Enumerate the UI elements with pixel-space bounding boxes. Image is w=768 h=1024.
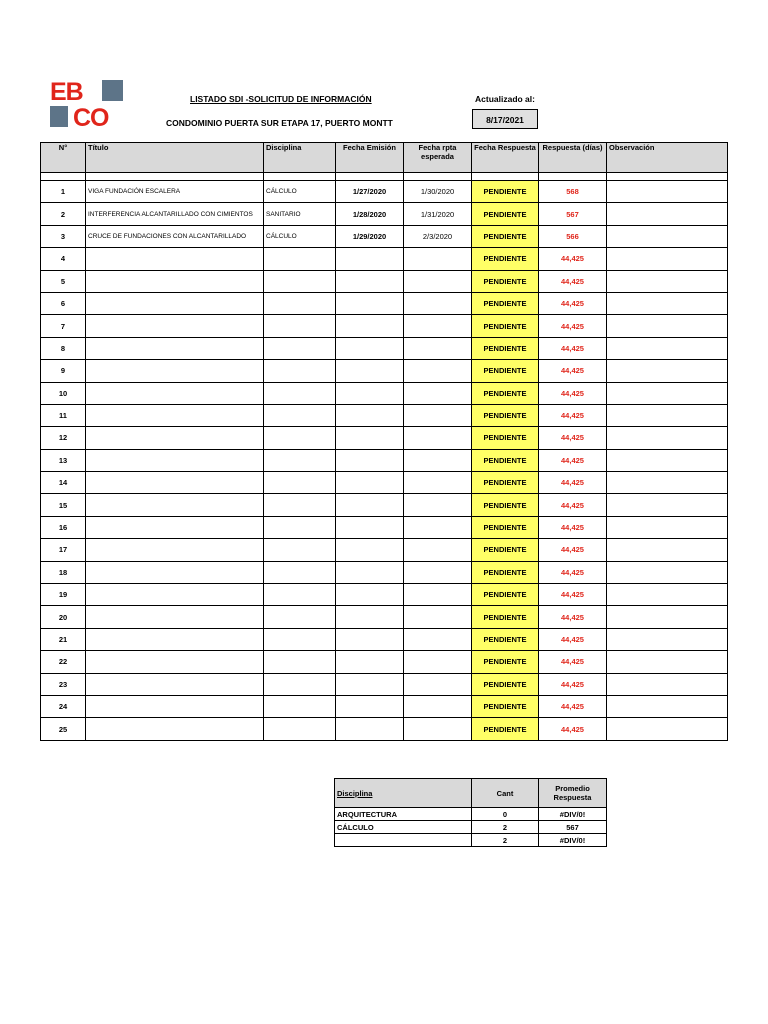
row-expected-date bbox=[404, 628, 472, 650]
row-discipline bbox=[264, 695, 336, 717]
row-title bbox=[86, 494, 264, 516]
row-status: PENDIENTE bbox=[472, 494, 539, 516]
row-discipline bbox=[264, 673, 336, 695]
row-title bbox=[86, 292, 264, 314]
row-observation bbox=[607, 225, 728, 247]
row-discipline bbox=[264, 539, 336, 561]
row-number: 8 bbox=[41, 337, 86, 359]
row-expected-date bbox=[404, 539, 472, 561]
row-issue-date bbox=[336, 472, 404, 494]
row-observation bbox=[607, 651, 728, 673]
row-title bbox=[86, 472, 264, 494]
row-issue-date bbox=[336, 270, 404, 292]
row-status: PENDIENTE bbox=[472, 203, 539, 225]
row-status: PENDIENTE bbox=[472, 673, 539, 695]
table-row bbox=[41, 427, 728, 449]
row-number: 14 bbox=[41, 472, 86, 494]
table-row bbox=[41, 539, 728, 561]
logo-square-bottom-left bbox=[50, 106, 68, 127]
summary-count: 2 bbox=[472, 834, 539, 847]
row-status: PENDIENTE bbox=[472, 181, 539, 203]
row-response-days: 44,425 bbox=[539, 651, 607, 673]
row-discipline bbox=[264, 292, 336, 314]
row-title bbox=[86, 695, 264, 717]
row-expected-date bbox=[404, 337, 472, 359]
row-response-days: 44,425 bbox=[539, 673, 607, 695]
row-observation bbox=[607, 404, 728, 426]
row-issue-date: 1/27/2020 bbox=[336, 181, 404, 203]
row-response-days: 44,425 bbox=[539, 472, 607, 494]
row-discipline bbox=[264, 561, 336, 583]
row-status: PENDIENTE bbox=[472, 584, 539, 606]
logo-letters-eb: EB bbox=[50, 78, 83, 106]
row-number: 17 bbox=[41, 539, 86, 561]
row-discipline bbox=[264, 248, 336, 270]
row-number: 3 bbox=[41, 225, 86, 247]
row-title bbox=[86, 539, 264, 561]
row-title bbox=[86, 360, 264, 382]
row-status: PENDIENTE bbox=[472, 695, 539, 717]
row-title bbox=[86, 248, 264, 270]
row-expected-date bbox=[404, 315, 472, 337]
row-number: 15 bbox=[41, 494, 86, 516]
row-discipline bbox=[264, 606, 336, 628]
col-header-discipline: Disciplina bbox=[264, 143, 336, 173]
row-observation bbox=[607, 181, 728, 203]
row-title bbox=[86, 561, 264, 583]
table-row bbox=[41, 472, 728, 494]
row-number: 6 bbox=[41, 292, 86, 314]
row-observation bbox=[607, 606, 728, 628]
row-observation bbox=[607, 449, 728, 471]
summary-table bbox=[334, 778, 607, 847]
table-row bbox=[41, 404, 728, 426]
table-row bbox=[41, 606, 728, 628]
row-number: 22 bbox=[41, 651, 86, 673]
row-discipline bbox=[264, 382, 336, 404]
row-expected-date bbox=[404, 561, 472, 583]
row-issue-date bbox=[336, 292, 404, 314]
row-observation bbox=[607, 673, 728, 695]
summary-average: #DIV/0! bbox=[539, 834, 607, 847]
row-response-days: 44,425 bbox=[539, 695, 607, 717]
row-status: PENDIENTE bbox=[472, 427, 539, 449]
row-number: 24 bbox=[41, 695, 86, 717]
table-header-row bbox=[41, 143, 728, 173]
row-response-days: 44,425 bbox=[539, 404, 607, 426]
row-title bbox=[86, 382, 264, 404]
summary-count: 2 bbox=[472, 821, 539, 834]
row-status: PENDIENTE bbox=[472, 315, 539, 337]
row-issue-date: 1/29/2020 bbox=[336, 225, 404, 247]
row-discipline bbox=[264, 360, 336, 382]
col-header-issue-date: Fecha Emisión bbox=[336, 143, 404, 173]
row-number: 1 bbox=[41, 181, 86, 203]
row-title bbox=[86, 584, 264, 606]
table-row bbox=[41, 718, 728, 740]
table-row bbox=[41, 382, 728, 404]
row-expected-date bbox=[404, 472, 472, 494]
summary-header-average: Promedio Respuesta bbox=[539, 779, 607, 808]
row-observation bbox=[607, 516, 728, 538]
row-issue-date bbox=[336, 539, 404, 561]
row-expected-date: 1/31/2020 bbox=[404, 203, 472, 225]
row-expected-date bbox=[404, 584, 472, 606]
row-discipline bbox=[264, 651, 336, 673]
row-title bbox=[86, 449, 264, 471]
row-response-days: 44,425 bbox=[539, 494, 607, 516]
row-status: PENDIENTE bbox=[472, 718, 539, 740]
row-expected-date bbox=[404, 673, 472, 695]
row-status: PENDIENTE bbox=[472, 270, 539, 292]
ebco-logo bbox=[50, 80, 125, 130]
row-title bbox=[86, 427, 264, 449]
row-issue-date bbox=[336, 494, 404, 516]
table-row bbox=[41, 292, 728, 314]
row-discipline bbox=[264, 718, 336, 740]
row-observation bbox=[607, 718, 728, 740]
row-title bbox=[86, 651, 264, 673]
summary-count: 0 bbox=[472, 808, 539, 821]
row-expected-date bbox=[404, 651, 472, 673]
row-response-days: 44,425 bbox=[539, 449, 607, 471]
row-response-days: 44,425 bbox=[539, 539, 607, 561]
row-status: PENDIENTE bbox=[472, 539, 539, 561]
row-title bbox=[86, 628, 264, 650]
row-expected-date bbox=[404, 516, 472, 538]
row-expected-date bbox=[404, 606, 472, 628]
row-discipline bbox=[264, 449, 336, 471]
row-response-days: 566 bbox=[539, 225, 607, 247]
row-number: 18 bbox=[41, 561, 86, 583]
row-issue-date bbox=[336, 360, 404, 382]
row-expected-date bbox=[404, 292, 472, 314]
row-status: PENDIENTE bbox=[472, 225, 539, 247]
row-number: 19 bbox=[41, 584, 86, 606]
row-issue-date bbox=[336, 673, 404, 695]
table-row bbox=[41, 270, 728, 292]
row-status: PENDIENTE bbox=[472, 248, 539, 270]
row-observation bbox=[607, 427, 728, 449]
row-discipline bbox=[264, 337, 336, 359]
summary-discipline: ARQUITECTURA bbox=[335, 808, 472, 821]
row-response-days: 44,425 bbox=[539, 315, 607, 337]
project-name: CONDOMINIO PUERTA SUR ETAPA 17, PUERTO MONTT bbox=[166, 118, 393, 128]
table-row bbox=[41, 360, 728, 382]
row-status: PENDIENTE bbox=[472, 382, 539, 404]
row-status: PENDIENTE bbox=[472, 628, 539, 650]
updated-label: Actualizado al: bbox=[475, 94, 535, 104]
row-title bbox=[86, 315, 264, 337]
summary-average: #DIV/0! bbox=[539, 808, 607, 821]
row-discipline: CÁLCULO bbox=[264, 225, 336, 247]
row-expected-date bbox=[404, 695, 472, 717]
row-status: PENDIENTE bbox=[472, 561, 539, 583]
table-row bbox=[41, 561, 728, 583]
row-response-days: 44,425 bbox=[539, 516, 607, 538]
col-header-observation: Observación bbox=[607, 143, 728, 173]
row-number: 7 bbox=[41, 315, 86, 337]
row-issue-date bbox=[336, 404, 404, 426]
row-number: 5 bbox=[41, 270, 86, 292]
row-status: PENDIENTE bbox=[472, 516, 539, 538]
row-title: CRUCE DE FUNDACIONES CON ALCANTARILLADO bbox=[86, 225, 264, 247]
table-row bbox=[41, 584, 728, 606]
row-discipline bbox=[264, 516, 336, 538]
row-title bbox=[86, 516, 264, 538]
row-observation bbox=[607, 539, 728, 561]
summary-row bbox=[335, 821, 607, 834]
col-header-num: N° bbox=[41, 143, 86, 173]
row-expected-date bbox=[404, 427, 472, 449]
row-issue-date bbox=[336, 516, 404, 538]
row-number: 25 bbox=[41, 718, 86, 740]
row-issue-date bbox=[336, 427, 404, 449]
row-title: VIGA FUNDACIÓN ESCALERA bbox=[86, 181, 264, 203]
row-observation bbox=[607, 292, 728, 314]
row-issue-date bbox=[336, 337, 404, 359]
row-response-days: 44,425 bbox=[539, 360, 607, 382]
row-expected-date bbox=[404, 494, 472, 516]
row-number: 4 bbox=[41, 248, 86, 270]
row-observation bbox=[607, 315, 728, 337]
row-discipline bbox=[264, 584, 336, 606]
row-issue-date bbox=[336, 584, 404, 606]
summary-row bbox=[335, 808, 607, 821]
row-discipline bbox=[264, 270, 336, 292]
row-observation bbox=[607, 584, 728, 606]
row-title bbox=[86, 673, 264, 695]
row-title bbox=[86, 404, 264, 426]
row-status: PENDIENTE bbox=[472, 337, 539, 359]
summary-row bbox=[335, 834, 607, 847]
row-issue-date bbox=[336, 718, 404, 740]
row-title bbox=[86, 606, 264, 628]
row-issue-date bbox=[336, 628, 404, 650]
row-discipline bbox=[264, 472, 336, 494]
row-response-days: 44,425 bbox=[539, 427, 607, 449]
table-row bbox=[41, 449, 728, 471]
row-issue-date bbox=[336, 651, 404, 673]
col-header-title: Título bbox=[86, 143, 264, 173]
row-discipline bbox=[264, 628, 336, 650]
table-row bbox=[41, 315, 728, 337]
row-discipline bbox=[264, 427, 336, 449]
summary-discipline bbox=[335, 834, 472, 847]
row-issue-date bbox=[336, 449, 404, 471]
row-title bbox=[86, 718, 264, 740]
row-expected-date: 1/30/2020 bbox=[404, 181, 472, 203]
row-discipline: CÁLCULO bbox=[264, 181, 336, 203]
row-issue-date bbox=[336, 561, 404, 583]
row-response-days: 44,425 bbox=[539, 606, 607, 628]
row-discipline bbox=[264, 494, 336, 516]
row-discipline bbox=[264, 315, 336, 337]
row-status: PENDIENTE bbox=[472, 449, 539, 471]
row-number: 13 bbox=[41, 449, 86, 471]
row-status: PENDIENTE bbox=[472, 606, 539, 628]
row-expected-date bbox=[404, 718, 472, 740]
row-status: PENDIENTE bbox=[472, 472, 539, 494]
row-observation bbox=[607, 472, 728, 494]
table-row bbox=[41, 651, 728, 673]
row-observation bbox=[607, 337, 728, 359]
table-row bbox=[41, 203, 728, 225]
row-discipline bbox=[264, 404, 336, 426]
row-response-days: 44,425 bbox=[539, 248, 607, 270]
row-response-days: 44,425 bbox=[539, 718, 607, 740]
row-issue-date bbox=[336, 315, 404, 337]
table-row bbox=[41, 248, 728, 270]
col-header-expected-date: Fecha rpta esperada bbox=[404, 143, 472, 173]
row-response-days: 567 bbox=[539, 203, 607, 225]
row-number: 20 bbox=[41, 606, 86, 628]
table-row bbox=[41, 516, 728, 538]
row-response-days: 44,425 bbox=[539, 270, 607, 292]
row-issue-date: 1/28/2020 bbox=[336, 203, 404, 225]
row-number: 11 bbox=[41, 404, 86, 426]
row-issue-date bbox=[336, 382, 404, 404]
row-number: 2 bbox=[41, 203, 86, 225]
table-row bbox=[41, 337, 728, 359]
spacer-row bbox=[41, 173, 728, 181]
row-observation bbox=[607, 382, 728, 404]
row-observation bbox=[607, 270, 728, 292]
row-expected-date bbox=[404, 270, 472, 292]
row-issue-date bbox=[336, 606, 404, 628]
col-header-response-date: Fecha Respuesta bbox=[472, 143, 539, 173]
row-status: PENDIENTE bbox=[472, 651, 539, 673]
table-row bbox=[41, 181, 728, 203]
logo-square-top-right bbox=[102, 80, 123, 101]
logo-letters-co: CO bbox=[73, 104, 109, 132]
row-status: PENDIENTE bbox=[472, 292, 539, 314]
summary-header-discipline: Disciplina bbox=[335, 779, 472, 808]
row-response-days: 44,425 bbox=[539, 584, 607, 606]
row-number: 21 bbox=[41, 628, 86, 650]
row-expected-date: 2/3/2020 bbox=[404, 225, 472, 247]
summary-average: 567 bbox=[539, 821, 607, 834]
row-observation bbox=[607, 628, 728, 650]
row-observation bbox=[607, 203, 728, 225]
row-response-days: 44,425 bbox=[539, 382, 607, 404]
row-response-days: 44,425 bbox=[539, 337, 607, 359]
row-response-days: 44,425 bbox=[539, 628, 607, 650]
row-title bbox=[86, 270, 264, 292]
row-observation bbox=[607, 360, 728, 382]
row-observation bbox=[607, 248, 728, 270]
col-header-response-days: Respuesta (días) bbox=[539, 143, 607, 173]
row-number: 16 bbox=[41, 516, 86, 538]
row-issue-date bbox=[336, 248, 404, 270]
row-number: 23 bbox=[41, 673, 86, 695]
table-row bbox=[41, 695, 728, 717]
updated-date: 8/17/2021 bbox=[472, 109, 538, 129]
row-expected-date bbox=[404, 404, 472, 426]
row-number: 12 bbox=[41, 427, 86, 449]
row-expected-date bbox=[404, 449, 472, 471]
table-row bbox=[41, 494, 728, 516]
summary-discipline: CÁLCULO bbox=[335, 821, 472, 834]
table-row bbox=[41, 673, 728, 695]
row-expected-date bbox=[404, 382, 472, 404]
document-title: LISTADO SDI -SOLICITUD DE INFORMACIÓN bbox=[190, 94, 372, 104]
row-observation bbox=[607, 494, 728, 516]
row-response-days: 44,425 bbox=[539, 292, 607, 314]
table-row bbox=[41, 628, 728, 650]
row-observation bbox=[607, 695, 728, 717]
row-status: PENDIENTE bbox=[472, 404, 539, 426]
row-response-days: 44,425 bbox=[539, 561, 607, 583]
sdi-table bbox=[40, 142, 728, 741]
summary-header-row bbox=[335, 779, 607, 808]
row-number: 10 bbox=[41, 382, 86, 404]
row-expected-date bbox=[404, 248, 472, 270]
row-observation bbox=[607, 561, 728, 583]
row-response-days: 568 bbox=[539, 181, 607, 203]
row-discipline: SANITARIO bbox=[264, 203, 336, 225]
row-title bbox=[86, 337, 264, 359]
row-issue-date bbox=[336, 695, 404, 717]
row-status: PENDIENTE bbox=[472, 360, 539, 382]
row-number: 9 bbox=[41, 360, 86, 382]
row-expected-date bbox=[404, 360, 472, 382]
summary-header-count: Cant bbox=[472, 779, 539, 808]
row-title: INTERFERENCIA ALCANTARILLADO CON CIMIENTOS bbox=[86, 203, 264, 225]
table-row bbox=[41, 225, 728, 247]
